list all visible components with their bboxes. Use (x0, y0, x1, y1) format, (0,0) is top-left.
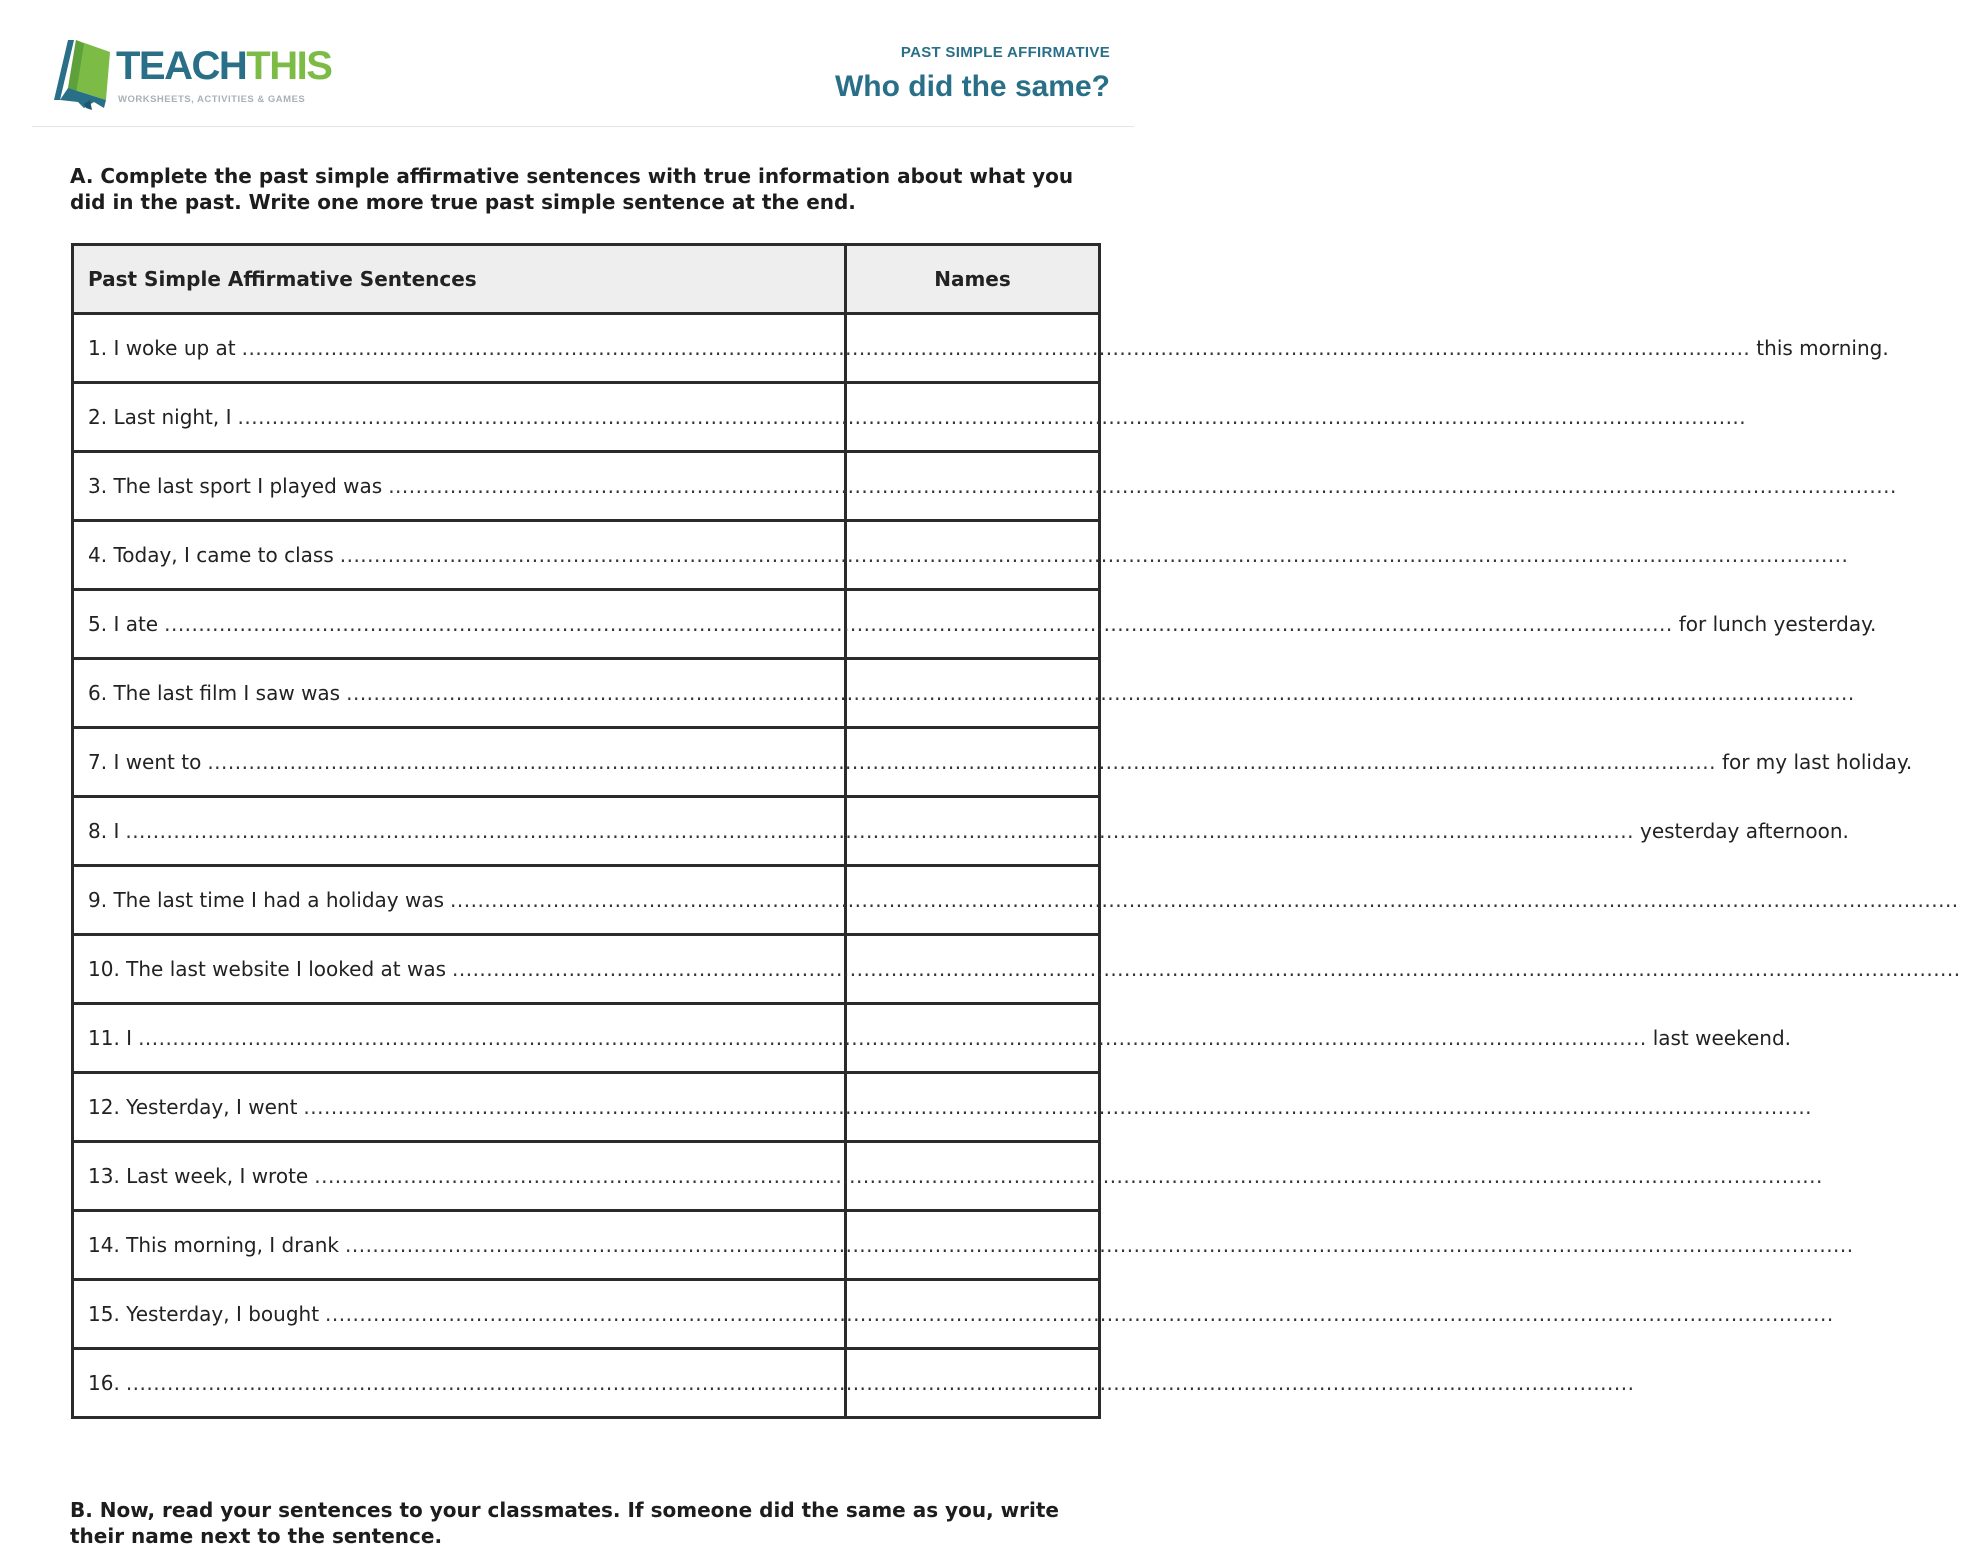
sentence-prompt: 3. The last sport I played was (88, 474, 383, 498)
answer-blank[interactable]: ............................................................................................................................................................................................................................ (346, 681, 1855, 705)
logo-wordmark (116, 42, 331, 90)
table-row (73, 1280, 1100, 1349)
sentence-prompt: 10. The last website I looked at was (88, 957, 446, 981)
table-row (73, 1073, 1100, 1142)
worksheet-topic: PAST SIMPLE AFFIRMATIVE (900, 44, 1110, 61)
sentence-line (88, 1371, 1635, 1395)
sentence-prompt: 12. Yesterday, I went (88, 1095, 298, 1119)
sentence-line (88, 819, 1849, 843)
table-row (73, 728, 1100, 797)
sentence-cell (73, 1073, 1813, 1142)
sentence-ending: for my last holiday. (1721, 750, 1913, 774)
sentence-cell (73, 1004, 1792, 1073)
answer-blank[interactable]: ............................................................................................................................................................................................................................ (125, 819, 1634, 843)
sentence-cell (73, 728, 1913, 797)
sentence-cell (73, 935, 1961, 1004)
sentence-prompt: 11. I (88, 1026, 133, 1050)
sentence-prompt: 8. I (88, 819, 120, 843)
sentences-table (71, 243, 1961, 1419)
sentence-line (88, 1302, 1834, 1326)
sentence-ending: yesterday afternoon. (1639, 819, 1849, 843)
sentence-line (88, 888, 1959, 912)
table-row (73, 1142, 1100, 1211)
table-row (73, 935, 1100, 1004)
book-flag-icon (54, 38, 114, 110)
sentence-line (88, 957, 1961, 981)
sentence-line (88, 1026, 1792, 1050)
page-header (0, 0, 1200, 128)
answer-blank[interactable]: ............................................................................................................................................................................................................................ (138, 1026, 1647, 1050)
column-header-sentences: Past Simple Affirmative Sentences (73, 245, 846, 314)
answer-blank[interactable]: ............................................................................................................................................................................................................................ (325, 1302, 1834, 1326)
answer-blank[interactable]: ............................................................................................................................................................................................................................ (237, 405, 1747, 429)
table-row (73, 1349, 1100, 1418)
answer-blank[interactable]: ............................................................................................................................................................................................................................ (125, 1371, 1635, 1395)
sentence-cell (73, 866, 1959, 935)
answer-blank[interactable]: ............................................................................................................................................................................................................................ (303, 1095, 1813, 1119)
sentence-prompt: 15. Yesterday, I bought (88, 1302, 320, 1326)
sentence-line (88, 405, 1747, 429)
sentence-cell (73, 383, 1747, 452)
sentence-cell (73, 590, 1877, 659)
table-row (73, 866, 1100, 935)
sentence-cell (73, 797, 1849, 866)
sentence-prompt: 9. The last time I had a holiday was (88, 888, 445, 912)
sentence-line (88, 750, 1913, 774)
table-row (73, 797, 1100, 866)
sentence-line (88, 681, 1855, 705)
sentence-prompt: 14. This morning, I drank (88, 1233, 339, 1257)
answer-blank[interactable]: ............................................................................................................................................................................................................................ (241, 336, 1751, 360)
instruction-b: B. Now, read your sentences to your classmates. If someone did the same as you, write their name next to the sentence. (70, 1498, 1059, 1548)
instruction-a: A. Complete the past simple affirmative sentences with true information about what you did in the past. Write one more true past simple sentence at the end. (70, 164, 1074, 214)
sentence-line (88, 336, 1889, 360)
table-row (73, 1211, 1100, 1280)
logo-tagline: WORKSHEETS, ACTIVITIES & GAMES (118, 94, 306, 105)
column-header-names: Names (846, 245, 1100, 314)
answer-blank[interactable]: ............................................................................................................................................................................................................................ (339, 543, 1849, 567)
table-header-row (73, 245, 1100, 314)
sentence-cell (73, 1211, 1854, 1280)
sentence-line (88, 612, 1877, 636)
sentence-prompt: 5. I ate (88, 612, 159, 636)
sentence-prompt: 2. Last night, I (88, 405, 232, 429)
answer-blank[interactable]: ............................................................................................................................................................................................................................ (388, 474, 1897, 498)
sentence-cell (73, 314, 1889, 383)
sentence-prompt: 7. I went to (88, 750, 202, 774)
answer-blank[interactable]: ............................................................................................................................................................................................................................ (450, 888, 1959, 912)
sentence-cell (73, 659, 1855, 728)
teachthis-logo (54, 38, 354, 114)
sentence-prompt: 1. I woke up at (88, 336, 236, 360)
sentence-ending: for lunch yesterday. (1678, 612, 1877, 636)
table-row (73, 659, 1100, 728)
sentence-ending: this morning. (1756, 336, 1889, 360)
table-body (73, 314, 1961, 1418)
sentence-prompt: 16. (88, 1371, 120, 1395)
sentence-cell (73, 521, 1849, 590)
table-row (73, 521, 1100, 590)
table-row (73, 383, 1100, 452)
sentence-line (88, 1233, 1854, 1257)
answer-blank[interactable]: ............................................................................................................................................................................................................................ (207, 750, 1716, 774)
sentence-cell (73, 1280, 1834, 1349)
sentence-line (88, 543, 1849, 567)
table-row (73, 1004, 1100, 1073)
sentence-cell (73, 1349, 1635, 1418)
table-row (73, 314, 1100, 383)
sentence-prompt: 13. Last week, I wrote (88, 1164, 309, 1188)
sentence-prompt: 6. The last film I saw was (88, 681, 341, 705)
logo-word-this: THIS (246, 44, 332, 88)
header-divider (32, 126, 1134, 127)
worksheet-title: Who did the same? (834, 70, 1110, 103)
sentence-cell (73, 1142, 1823, 1211)
sentence-line (88, 1095, 1813, 1119)
sentence-line (88, 474, 1897, 498)
sentence-cell (73, 452, 1897, 521)
answer-blank[interactable]: ............................................................................................................................................................................................................................ (164, 612, 1673, 636)
logo-word-teach: TEACH (116, 44, 247, 88)
answer-blank[interactable]: ............................................................................................................................................................................................................................ (314, 1164, 1823, 1188)
sentence-ending: last weekend. (1652, 1026, 1792, 1050)
sentence-line (88, 1164, 1823, 1188)
answer-blank[interactable]: ............................................................................................................................................................................................................................ (345, 1233, 1854, 1257)
sentence-prompt: 4. Today, I came to class (88, 543, 334, 567)
table-row (73, 452, 1100, 521)
table-row (73, 590, 1100, 659)
answer-blank[interactable]: ............................................................................................................................................................................................................................ (452, 957, 1961, 981)
